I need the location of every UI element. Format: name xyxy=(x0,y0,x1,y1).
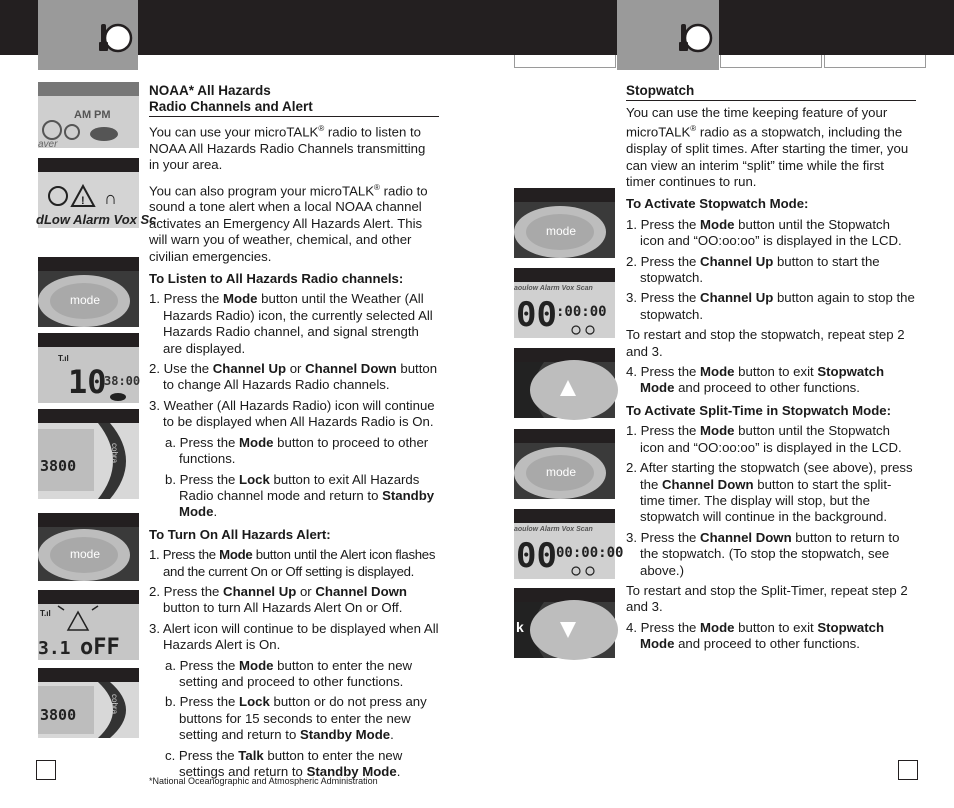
radio-icon xyxy=(94,16,134,56)
step-item: 1. Press the Mode button until the Alert icon flashes and the current On or Off setting is displayed. xyxy=(149,547,436,579)
radio-side-image xyxy=(38,668,139,738)
nav-tab-blank xyxy=(824,55,926,68)
mode-button-image xyxy=(514,429,615,499)
step-item: 3. Press the Channel Down button to return to the stopwatch. (To stop the stopwatch, see above.) xyxy=(626,529,900,578)
nav-tab-blank xyxy=(720,55,822,68)
intro-paragraph: You can also program your microTALK® radio to sound a tone alert when a local NOAA channel activates an Emergency All Hazards Alert. This will warn you of weather, chemical, and other civilian emergencies. xyxy=(149,182,428,264)
section-tab-right xyxy=(617,0,719,70)
lcd-icons-image xyxy=(36,158,157,228)
restart-note: To restart and stop the Split-Timer, repeat step 2 and 3. xyxy=(626,582,908,615)
radio-side-image xyxy=(38,409,139,499)
subheading: To Activate Stopwatch Mode: xyxy=(626,196,809,212)
section-tab-left xyxy=(38,0,138,70)
svg-text:00:00:00: 00:00:00 xyxy=(556,545,624,561)
svg-text:cobra: cobra xyxy=(110,443,119,464)
radio-icon xyxy=(674,16,714,56)
page-number-box-right xyxy=(898,760,918,780)
svg-text:3800: 3800 xyxy=(40,457,77,475)
footnote: *National Oceanographic and Atmospheric Administration xyxy=(149,776,378,786)
step-item: 4. Press the Mode button to exit Stopwatch Mode and proceed to other functions. xyxy=(626,364,884,396)
substep-item: a. Press the Mode button to enter the new setting and proceed to other functions. xyxy=(165,657,413,689)
step-item: 1. Press the Mode button until the Weather (All Hazards Radio) icon, the currently selected All Hazards Radio channel, and signal strength are displayed. xyxy=(149,291,433,356)
lcd-stopwatch-image xyxy=(514,509,624,579)
left-column xyxy=(149,83,439,780)
step-item: 3. Alert icon will continue to be displayed when All Hazards Alert is On. xyxy=(149,620,439,653)
svg-text:!: ! xyxy=(81,195,85,207)
step-item: 2. Use the Channel Up or Channel Down button to change All Hazards Radio channels. xyxy=(149,361,438,393)
channel-down-button-image xyxy=(514,588,615,658)
step-item: 2. Press the Channel Up or Channel Down button to turn All Hazards Alert On or Off. xyxy=(149,583,407,616)
substep-item: b. Press the Lock button to exit All Hazards Radio channel mode and return to Standby Mode. xyxy=(165,471,435,520)
svg-text:00: 00 xyxy=(516,536,557,576)
mode-button-image xyxy=(514,188,615,258)
channel-up-button-image xyxy=(514,348,615,418)
subheading: To Turn On All Hazards Alert: xyxy=(149,526,331,542)
svg-text:mode: mode xyxy=(70,547,101,561)
mode-button-image xyxy=(38,513,139,581)
lcd-stopwatch-image xyxy=(514,268,615,338)
svg-text:cobra: cobra xyxy=(110,694,119,715)
restart-note: To restart and stop the stopwatch, repeat step 2 and 3. xyxy=(626,327,905,359)
header-bar xyxy=(0,0,954,55)
lcd-standby-image xyxy=(38,82,139,148)
section-heading: Stopwatch xyxy=(626,83,916,101)
svg-text:T.ıl: T.ıl xyxy=(58,354,69,363)
svg-text:mode: mode xyxy=(70,293,101,307)
svg-text:AM: AM xyxy=(74,109,92,121)
substep-item: c. Press the Talk button to enter the new settings and return to Standby Mode. xyxy=(165,747,403,779)
intro-paragraph: You can use your microTALK® radio to listen to NOAA All Hazards Radio Channels transmitting in your area. xyxy=(149,124,426,173)
svg-text::00:00: :00:00 xyxy=(556,304,607,320)
step-item: 3. Weather (All Hazards Radio) icon will continue to be displayed when All Hazards Radio is On. xyxy=(149,397,435,430)
subheading: To Listen to All Hazards Radio channels: xyxy=(149,271,404,287)
svg-text:dLow Alarm Vox Sc: dLow Alarm Vox Sc xyxy=(36,212,157,227)
svg-text:38:00: 38:00 xyxy=(104,374,141,388)
intro-paragraph: You can use the time keeping feature of your microTALK® radio as a stopwatch, including the display of split times. After starting the timer, you can view an interim “split” time while the first timer continues to run. xyxy=(626,105,909,190)
page-number-box-left xyxy=(36,760,56,780)
section-heading: NOAA* All Hazards Radio Channels and Alert xyxy=(149,83,439,117)
svg-text:mode: mode xyxy=(546,224,577,238)
svg-text:aoulow Alarm Vox Scan: aoulow Alarm Vox Scan xyxy=(514,526,593,533)
lcd-weather-channel-image xyxy=(38,333,139,403)
svg-text:oFF: oFF xyxy=(80,635,120,660)
step-item: 1. Press the Mode button until the Stopwatch icon and “OO:oo:oo” is displayed in the LCD. xyxy=(626,423,902,455)
svg-text:PM: PM xyxy=(94,109,111,121)
svg-text:10: 10 xyxy=(68,363,107,401)
svg-text:00: 00 xyxy=(516,295,557,335)
subheading: To Activate Split-Time in Stopwatch Mode: xyxy=(626,402,891,418)
svg-text:aver: aver xyxy=(38,139,58,150)
step-item: 2. After starting the stopwatch (see above), press the Channel Down button to start the split-time timer. The display will stop, but the stopwatch will continue in the background. xyxy=(626,460,913,525)
step-item: 2. Press the Channel Up button to start the stopwatch. xyxy=(626,253,880,286)
substep-item: a. Press the Mode button to proceed to other functions. xyxy=(165,434,429,467)
lcd-alert-off-image xyxy=(38,590,139,660)
step-item: 4. Press the Mode button to exit Stopwatch Mode and proceed to other functions. xyxy=(626,619,884,652)
svg-text:3.1: 3.1 xyxy=(38,638,71,659)
nav-tab-blank xyxy=(514,55,616,68)
mode-button-image xyxy=(38,257,139,327)
substep-item: b. Press the Lock button or do not press any buttons for 15 seconds to enter the new setting and return to Standby Mode. xyxy=(165,694,427,743)
svg-text:∩: ∩ xyxy=(104,188,117,208)
step-item: 1. Press the Mode button until the Stopwatch icon and “OO:oo:oo” is displayed in the LCD. xyxy=(626,216,902,249)
step-item: 3. Press the Channel Up button again to stop the stopwatch. xyxy=(626,290,915,322)
svg-text:k: k xyxy=(516,619,524,635)
svg-text:mode: mode xyxy=(546,465,577,479)
svg-text:3800: 3800 xyxy=(40,706,77,724)
svg-text:T.ıl: T.ıl xyxy=(40,609,51,618)
right-column xyxy=(626,83,916,653)
svg-text:aoulow Alarm Vox Scan: aoulow Alarm Vox Scan xyxy=(514,285,593,292)
